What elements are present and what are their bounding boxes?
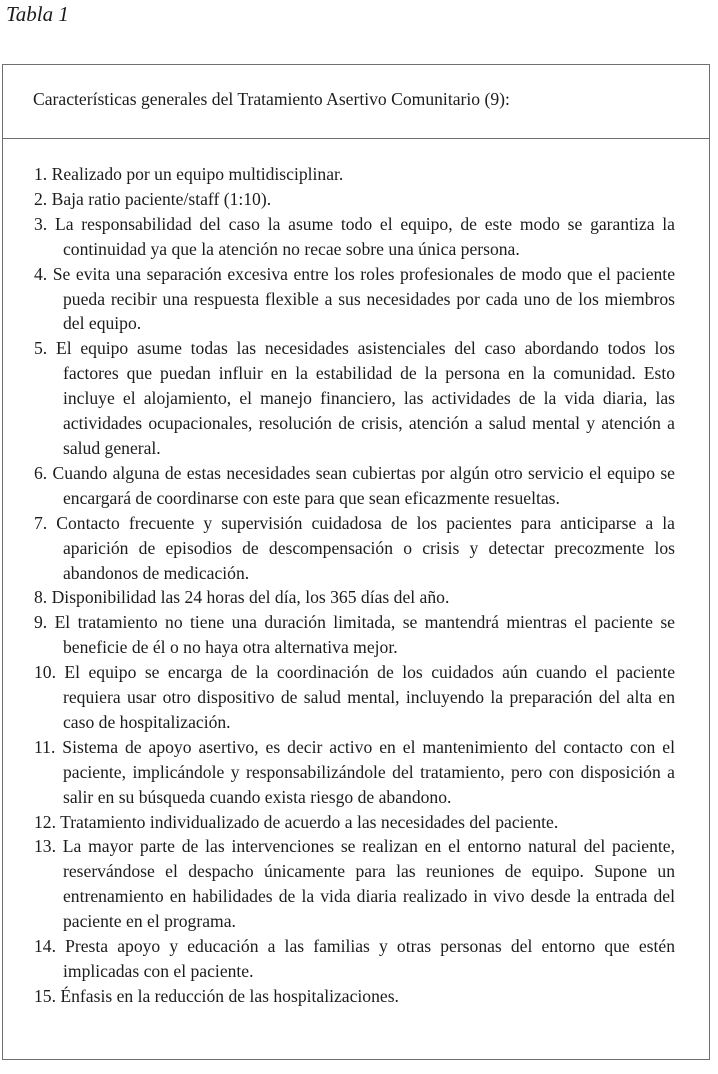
list-item: 5. El equipo asume todas las necesidades asistenciales del caso abordando todos los factores que puedan influir en la estabilidad de la persona en la comunidad. Esto incluye el alojamiento, el manejo financiero, las actividades de la vida diaria, las actividades ocupacionales, resolución de crisis, atención a salud mental y atención a salud general. [34,338,675,458]
table-header: Características generales del Tratamiento Asertivo Comunitario (9): [3,65,709,139]
table-box [2,64,710,1060]
list-item: 11. Sistema de apoyo asertivo, es decir activo en el mantenimiento del contacto con el paciente, implicándole y responsabilizándole del tratamiento, pero con disposición a salir en su búsqueda cuando exista riesgo de abandono. [34,736,675,807]
list-item: 9. El tratamiento no tiene una duración limitada, se mantendrá mientras el paciente se beneficie de él o no haya otra alternativa mejor. [34,612,675,658]
list-item: 1. Realizado por un equipo multidisciplinar. [34,164,344,184]
list-item: 14. Presta apoyo y educación a las familias y otras personas del entorno que estén implicadas con el paciente. [34,936,675,981]
list-item: 3. La responsabilidad del caso la asume todo el equipo, de este modo se garantiza la continuidad ya que la atención no recae sobre una única persona. [34,213,675,259]
list-item: 13. La mayor parte de las intervenciones se realizan en el entorno natural del paciente, reservándose el despacho únicamente para las reuniones de equipo. Supone un entrenamiento en habilidades de la vida diaria realizado in vivo desde la entrada del paciente en el programa. [34,836,675,932]
characteristics-list [3,139,709,1009]
list-item: 15. Énfasis en la reducción de las hospitalizaciones. [34,985,399,1006]
list-item: 8. Disponibilidad las 24 horas del día, los 365 días del año. [34,587,450,608]
list-item: 7. Contacto frecuente y supervisión cuidadosa de los pacientes para anticiparse a la aparición de episodios de descompensación o crisis y detectar precozmente los abandonos de medicación. [34,512,675,583]
list-item: 6. Cuando alguna de estas necesidades sean cubiertas por algún otro servicio el equipo se encargará de coordinarse con este para que sean eficazmente resueltas. [34,462,675,508]
list-item: 12. Tratamiento individualizado de acuerdo a las necesidades del paciente. [34,811,559,832]
list-item: 10. El equipo se encarga de la coordinación de los cuidados aún cuando el paciente requiera usar otro dispositivo de salud mental, incluyendo la preparación del alta en caso de hospitalización. [34,662,675,732]
list-item: 4. Se evita una separación excesiva entre los roles profesionales de modo que el paciente pueda recibir una respuesta flexible a sus necesidades por cada uno de los miembros del equipo. [34,263,675,334]
table-label: Tabla 1 [6,2,69,26]
list-item: 2. Baja ratio paciente/staff (1:10). [34,188,272,209]
